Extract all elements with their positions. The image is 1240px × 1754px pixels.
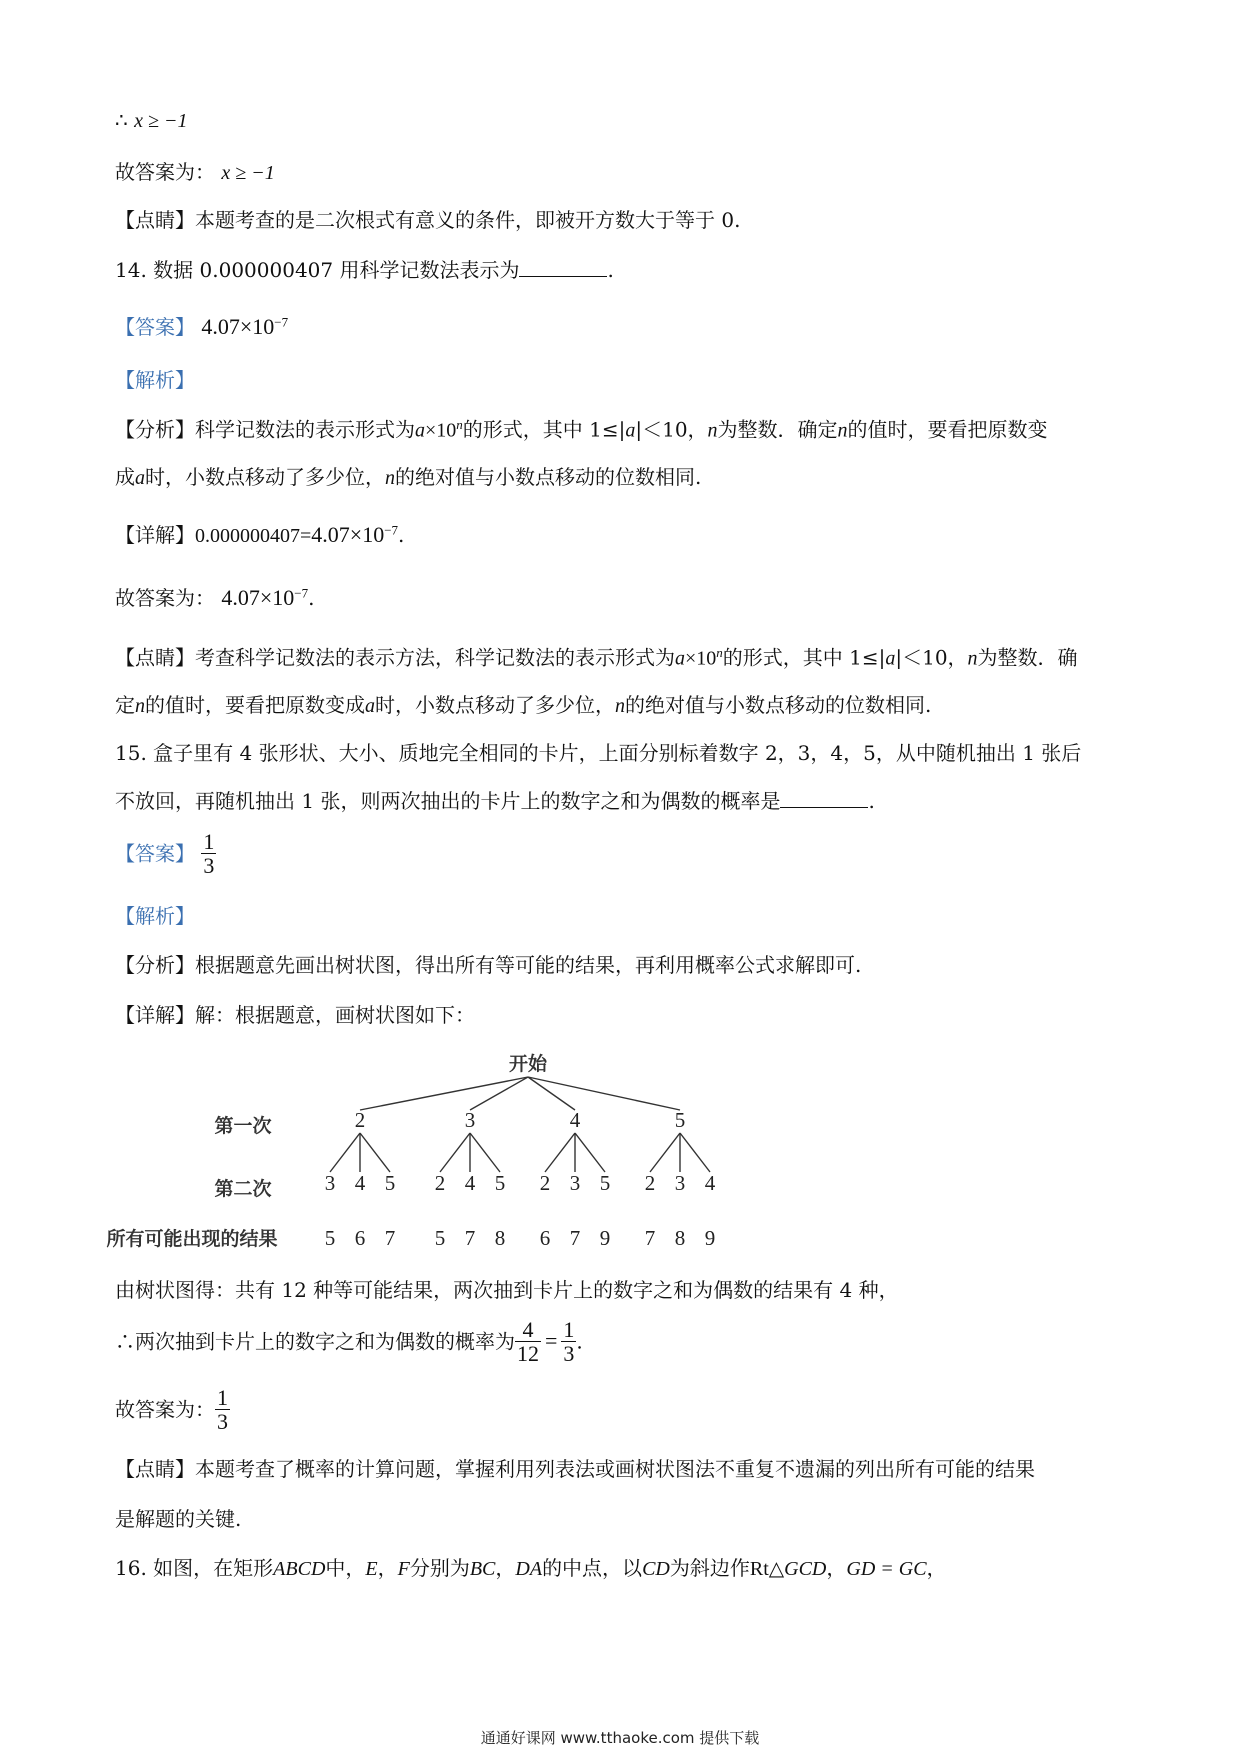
- var-n: n: [615, 695, 625, 717]
- branch-2-3: [330, 1133, 360, 1172]
- second-draw-5-2: 2: [644, 1171, 656, 1195]
- tag-xiangjie: 【详解】: [115, 523, 195, 547]
- branch-root-3: [470, 1077, 528, 1110]
- row-label-first: 第一次: [214, 1115, 272, 1137]
- mantissa: 4.07×10: [221, 585, 295, 610]
- branch-3-5: [470, 1133, 500, 1172]
- answer-label: 故答案为：: [115, 1397, 215, 1422]
- branch-5-4: [680, 1133, 710, 1172]
- var-n: n: [707, 419, 718, 442]
- tag-xiangjie: 【详解】: [115, 1003, 195, 1027]
- var-a: a: [415, 419, 425, 442]
- result-4-5: 9: [599, 1226, 611, 1250]
- first-draw-3: 3: [464, 1108, 476, 1132]
- second-draw-2-5: 5: [384, 1171, 396, 1195]
- second-draw-5-4: 4: [704, 1171, 716, 1195]
- var-a: a: [365, 695, 375, 717]
- footer: 通通好课网 www.tthaoke.com 提供下载: [480, 1729, 760, 1747]
- second-draw-3-2: 2: [434, 1171, 446, 1195]
- q15-answer-final: [115, 1386, 230, 1433]
- first-draw-2: 2: [354, 1108, 366, 1132]
- q15-jiexi: [115, 904, 195, 928]
- var-a: a: [885, 647, 896, 670]
- q14-answer: [115, 314, 288, 340]
- tag-answer: 【答案】: [115, 841, 195, 866]
- result-4-3: 7: [569, 1226, 581, 1250]
- q14-dianjing: 【点睛】考查科学记数法的表示方法，科学记数法的表示形式为$a\times 10^n$的形式，其中 1≤|a|＜10，n为整数．确: [115, 645, 1078, 670]
- result-5-4: 9: [704, 1226, 716, 1250]
- fraction-4-12: $\frac{4}{12}$: [517, 1317, 539, 1367]
- period: .: [607, 258, 614, 282]
- line-answer-1: [115, 160, 275, 185]
- tag-jiexi: 【解析】: [115, 368, 195, 392]
- question-text: 不放回，再随机抽出 1 张，则两次抽出的卡片上的数字之和为偶数的概率是: [115, 789, 781, 813]
- answer-label: 故答案为：: [115, 586, 215, 610]
- exponent: −7: [274, 314, 289, 330]
- line-therefore: [115, 108, 187, 133]
- second-draw-5-3: 3: [674, 1171, 686, 1195]
- q15-fenxi: 【分析】根据题意先画出树状图，得出所有等可能的结果，再利用概率公式求解即可.: [115, 953, 862, 977]
- tag-fenxi: 【分析】: [115, 953, 195, 977]
- branch-3-2: [440, 1133, 470, 1172]
- second-draw-4-3: 3: [569, 1171, 581, 1195]
- var-a: a: [135, 467, 145, 489]
- mantissa: 4.07×10: [201, 314, 275, 339]
- tag-jiexi: 【解析】: [115, 904, 195, 928]
- row-label-results: 所有可能出现的结果: [106, 1228, 278, 1250]
- q15-dianjing-2: 是解题的关键.: [115, 1507, 242, 1531]
- inequality: x ≥ −1: [134, 110, 188, 132]
- inequality: x ≥ −1: [221, 162, 275, 184]
- tag-dianjing: 【点睛】: [115, 1457, 195, 1481]
- answer-blank: [519, 258, 607, 277]
- result-3-2: 5: [434, 1226, 446, 1250]
- var-n: n: [716, 645, 723, 660]
- fraction: $\frac{1}{3}$: [203, 829, 215, 879]
- branch-4-2: [545, 1133, 575, 1172]
- q15-dianjing: 【点睛】本题考查了概率的计算问题，掌握利用列表法或画树状图法不重复不遗漏的列出所有可能的结果: [115, 1457, 1035, 1481]
- result-3-4: 7: [464, 1226, 476, 1250]
- first-draw-4: 4: [569, 1108, 581, 1132]
- answer-label: 故答案为：: [115, 160, 215, 184]
- second-draw-3-5: 5: [494, 1171, 506, 1195]
- tree-branches: [330, 1077, 710, 1172]
- second-draw-2-3: 3: [324, 1171, 336, 1195]
- result-2-4: 6: [354, 1226, 366, 1250]
- result-5-3: 8: [674, 1226, 686, 1250]
- branch-4-5: [575, 1133, 605, 1172]
- question-text: 14. 数据 0.000000407 用科学记数法表示为: [115, 258, 520, 282]
- second-draw-3-4: 4: [464, 1171, 476, 1195]
- result-2-5: 7: [384, 1226, 396, 1250]
- exponent: −7: [384, 522, 399, 538]
- exponent: −7: [294, 585, 309, 601]
- var-n: n: [967, 647, 978, 670]
- tag-dianjing: 【点睛】: [115, 208, 195, 232]
- question-15-2: 不放回，再随机抽出 1 张，则两次抽出的卡片上的数字之和为偶数的概率是 .: [115, 789, 875, 813]
- var-a: a: [625, 419, 636, 442]
- q15-probability: ∴两次抽到卡片上的数字之和为偶数的概率为 $\frac{4}{12}$ = $\frac{1}{3}$ .: [115, 1317, 583, 1367]
- tag-dianjing: 【点睛】: [115, 645, 195, 670]
- tree-diagram: [105, 1045, 745, 1255]
- result-3-5: 8: [494, 1226, 506, 1250]
- line-dianjing-13: [115, 208, 740, 232]
- var-n: n: [135, 695, 145, 717]
- answer-blank: [780, 789, 868, 808]
- q14-jiexi: [115, 368, 195, 392]
- second-draw-2-4: 4: [354, 1171, 366, 1195]
- var-n: n: [456, 417, 463, 432]
- tag-fenxi: 【分析】: [115, 417, 195, 442]
- tree-root: 开始: [508, 1053, 548, 1075]
- q14-fenxi-2: 成a时，小数点移动了多少位，n的绝对值与小数点移动的位数相同.: [115, 465, 702, 489]
- mantissa: 4.07×10: [311, 522, 385, 547]
- q15-answer: [115, 830, 216, 877]
- fraction-1-3: $\frac{1}{3}$: [563, 1317, 575, 1367]
- q14-xiangjie: 【详解】$0.000000407=4.07\times 10^{-7}$.: [115, 522, 405, 547]
- branch-root-2: [360, 1077, 528, 1110]
- therefore-symbol: ∴: [115, 108, 128, 132]
- question-14: [115, 258, 614, 282]
- q15-result-summary: 由树状图得：共有 12 种等可能结果，两次抽到卡片上的数字之和为偶数的结果有 4 种，: [115, 1278, 899, 1302]
- fraction: $\frac{1}{3}$: [217, 1385, 228, 1435]
- second-draw-4-5: 5: [599, 1171, 611, 1195]
- question-text: 15. 盒子里有 4 张形状、大小、质地完全相同的卡片，上面分别标着数字 2，3，4，5，从中随机抽出 1 张后: [115, 741, 1082, 765]
- var-a: a: [675, 647, 685, 670]
- dianjing-text: 本题考查的是二次根式有意义的条件，即被开方数大于等于 0.: [195, 208, 741, 232]
- result-2-3: 5: [324, 1226, 336, 1250]
- q14-fenxi: 【分析】科学记数法的表示形式为$a\times 10^n$的形式，其中 1≤|a|＜10，n为整数．确定n的值时，要看把原数变: [115, 417, 1048, 442]
- result-5-2: 7: [644, 1226, 656, 1250]
- second-draw-4-2: 2: [539, 1171, 551, 1195]
- q14-dianjing-2: 定n的值时，要看把原数变成a时，小数点移动了多少位，n的绝对值与小数点移动的位数相同.: [115, 693, 932, 717]
- var-n: n: [385, 467, 395, 489]
- tree-nodes: [325, 1108, 716, 1250]
- branch-2-5: [360, 1133, 390, 1172]
- q14-answer-final: 故答案为： $4.07\times 10^{-7}$.: [115, 585, 315, 610]
- question-16: 16. 如图，在矩形ABCD中，E，F分别为BC，DA的中点，以CD为斜边作Rt△GCD，GD = GC，: [115, 1556, 947, 1580]
- row-label-second: 第二次: [214, 1178, 272, 1200]
- var-n: n: [837, 419, 848, 442]
- question-15: [115, 741, 1081, 765]
- tag-answer: 【答案】: [115, 315, 195, 339]
- branch-5-2: [650, 1133, 680, 1172]
- result-4-2: 6: [539, 1226, 551, 1250]
- first-draw-5: 5: [674, 1108, 686, 1132]
- q15-xiangjie: 【详解】解：根据题意，画树状图如下：: [115, 1003, 475, 1027]
